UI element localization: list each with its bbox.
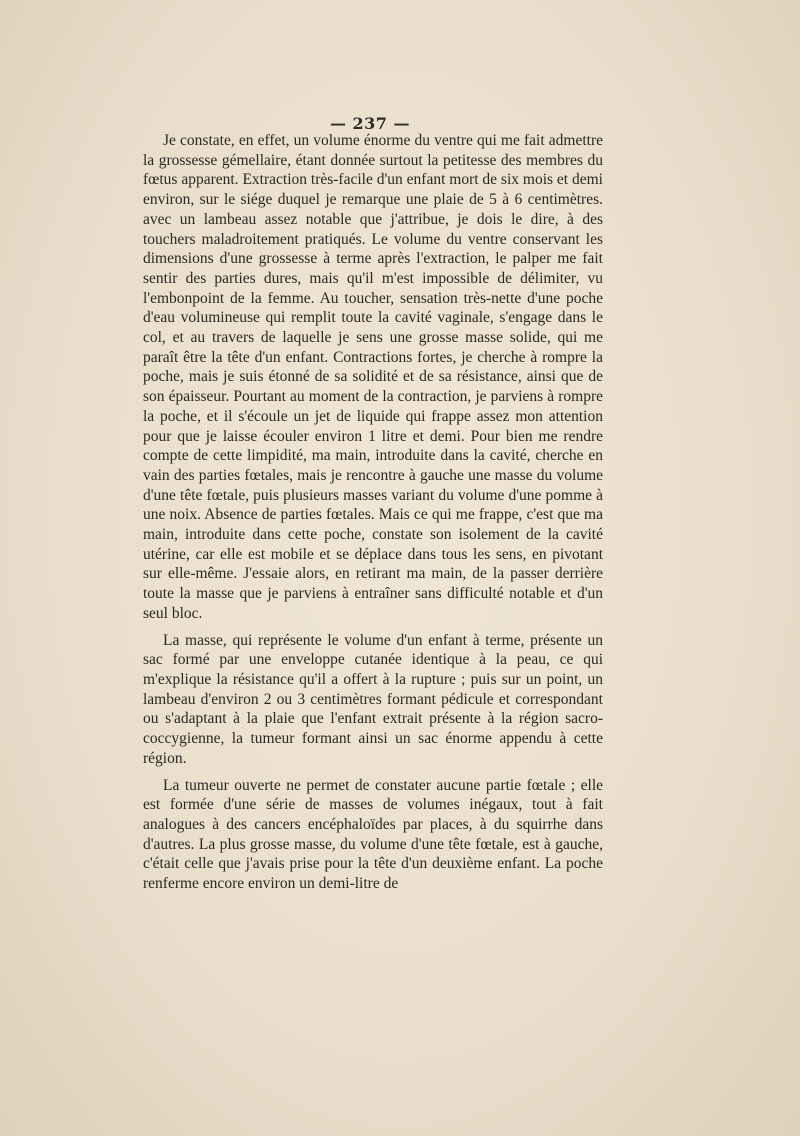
paragraph-1: Je constate, en effet, un volume énorme du ventre qui me fait admettre la grossesse gémellaire, étant donnée surtout la petitesse des membres du fœtus apparent. Extraction très-facile d'un enfant mort de six mois et demi environ, sur le siége duquel je remarque une plaie de 5 à 6 centimètres. avec un lambeau assez notable que j'attribue, je dois le dire, à des touchers maladroitement pratiqués. Le volume du ventre conservant les dimensions d'une grossesse à terme après l'extraction, le palper me fait sentir des parties dures, mais qu'il m'est impossible de délimiter, vu l'embonpoint de la femme. Au toucher, sensation très-nette d'une poche d'eau volumineuse qui remplit toute la cavité vaginale, s'engage dans le col, et au travers de laquelle je sens une grosse masse solide, qui me paraît être la tête d'un enfant. Contractions fortes, je cherche à rompre la poche, mais je suis étonné de sa solidité et de sa résistance, ainsi que de son épaisseur. Pourtant au moment de la contraction, je parviens à rompre la poche, et il s'écoule un jet de liquide qui frappe assez mon attention pour que je laisse écouler environ 1 litre et demi. Pour bien me rendre compte de cette limpidité, ma main, introduite dans la cavité, cherche en vain des parties fœtales, mais je rencontre à gauche une masse du volume d'une tête fœtale, puis plusieurs masses variant du volume d'une pomme à une noix. Absence de parties fœtales. Mais ce qui me frappe, c'est que ma main, introduite dans cette poche, constate son isolement de la cavité utérine, car elle est mobile et se déplace dans tous les sens, en pivotant sur elle-même. J'essaie alors, en retirant ma main, de la passer derrière toute la masse que je parviens à entraîner sans difficulté notable et d'un seul bloc. bbox=[143, 132, 603, 622]
body-text bbox=[143, 131, 603, 901]
page-number: — 237 — bbox=[329, 114, 411, 133]
paragraph-3: La tumeur ouverte ne permet de constater aucune partie fœtale ; elle est formée d'une série de masses de volumes inégaux, tout à fait analogues à des cancers encéphaloïdes par places, à du squirrhe dans d'autres. La plus grosse masse, du volume d'une tête fœtale, est à gauche, c'était celle que j'avais prise pour la tête d'un deuxième enfant. La poche renferme encore environ un demi-litre de bbox=[143, 776, 603, 893]
paragraph-2: La masse, qui représente le volume d'un enfant à terme, présente un sac formé par une enveloppe cutanée identique à la peau, ce qui m'explique la résistance qu'il a offert à la rupture ; puis sur un point, un lambeau d'environ 2 ou 3 centimètres formant pédicule et correspondant ou s'adaptant à la plaie que l'enfant extrait présente à la région sacro-coccygienne, la tumeur formant ainsi un sac énorme appendu à cette région. bbox=[143, 631, 603, 767]
